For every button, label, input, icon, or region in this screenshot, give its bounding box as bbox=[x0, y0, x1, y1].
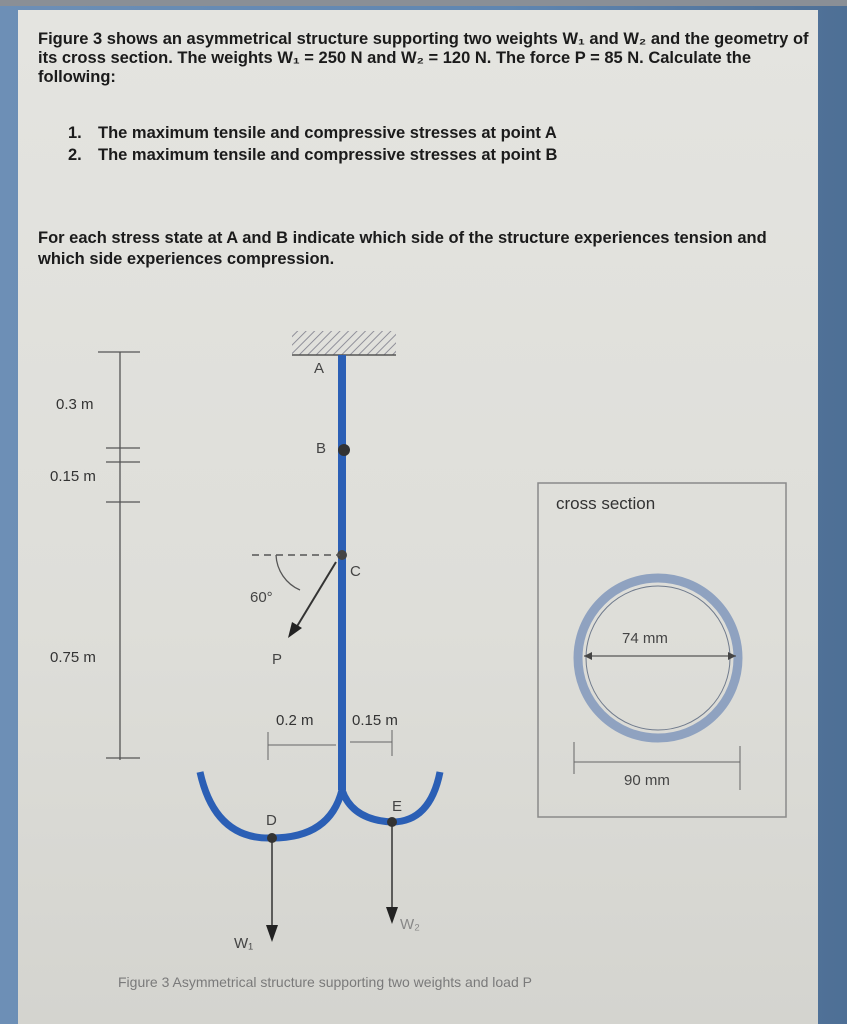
w2-arrowhead bbox=[386, 907, 398, 924]
force-p-label: P bbox=[272, 651, 283, 668]
task-text: The maximum tensile and compressive stresses at point A bbox=[98, 124, 557, 142]
weight-w2-label: W₂ bbox=[400, 916, 420, 933]
force-p-line bbox=[296, 562, 336, 628]
right-hook bbox=[342, 772, 440, 822]
inner-diameter-label: 74 mm bbox=[622, 630, 668, 647]
problem-statement: Figure 3 shows an asymmetrical structure supporting two weights W₁ and W₂ and the geometry of its cross section. The weights W₁ = 250 N and W₂ = 120 N. The force P = 85 N. Calculate the following: bbox=[38, 30, 809, 86]
point-b-marker bbox=[338, 444, 350, 456]
point-c-label: C bbox=[350, 563, 361, 580]
dim-label-0-75: 0.75 m bbox=[50, 649, 96, 666]
tube-inner-ring bbox=[586, 586, 730, 730]
figure-caption: Figure 3 Asymmetrical structure supporting two weights and load P bbox=[118, 974, 532, 990]
outer-diameter-label: 90 mm bbox=[624, 772, 670, 789]
inner-dim-arrow-left bbox=[584, 652, 592, 660]
dim-label-0-3: 0.3 m bbox=[56, 396, 94, 413]
point-b-label: B bbox=[316, 440, 327, 457]
instruction-text: For each stress state at A and B indicate which side of the structure experiences tension and which side experiences compression. bbox=[38, 229, 767, 268]
task-text: The maximum tensile and compressive stresses at point B bbox=[98, 146, 558, 164]
point-e-label: E bbox=[392, 798, 403, 815]
task-number: 2. bbox=[68, 146, 82, 164]
fixed-support-hatch bbox=[292, 331, 396, 355]
angle-label: 60° bbox=[250, 589, 273, 606]
tube-outer-ring bbox=[578, 578, 738, 738]
angle-arc bbox=[276, 555, 300, 590]
point-d-label: D bbox=[266, 812, 277, 829]
cross-section-title: cross section bbox=[556, 494, 656, 513]
dim-label-0-15-vertical: 0.15 m bbox=[50, 468, 96, 485]
task-number: 1. bbox=[68, 124, 82, 142]
weight-w1-label: W₁ bbox=[234, 935, 254, 952]
dim-label-0-15-horizontal: 0.15 m bbox=[352, 712, 398, 729]
force-p-arrowhead bbox=[288, 622, 302, 638]
dim-label-0-2: 0.2 m bbox=[276, 712, 314, 729]
point-a-label: A bbox=[314, 360, 325, 377]
w1-arrowhead bbox=[266, 925, 278, 942]
